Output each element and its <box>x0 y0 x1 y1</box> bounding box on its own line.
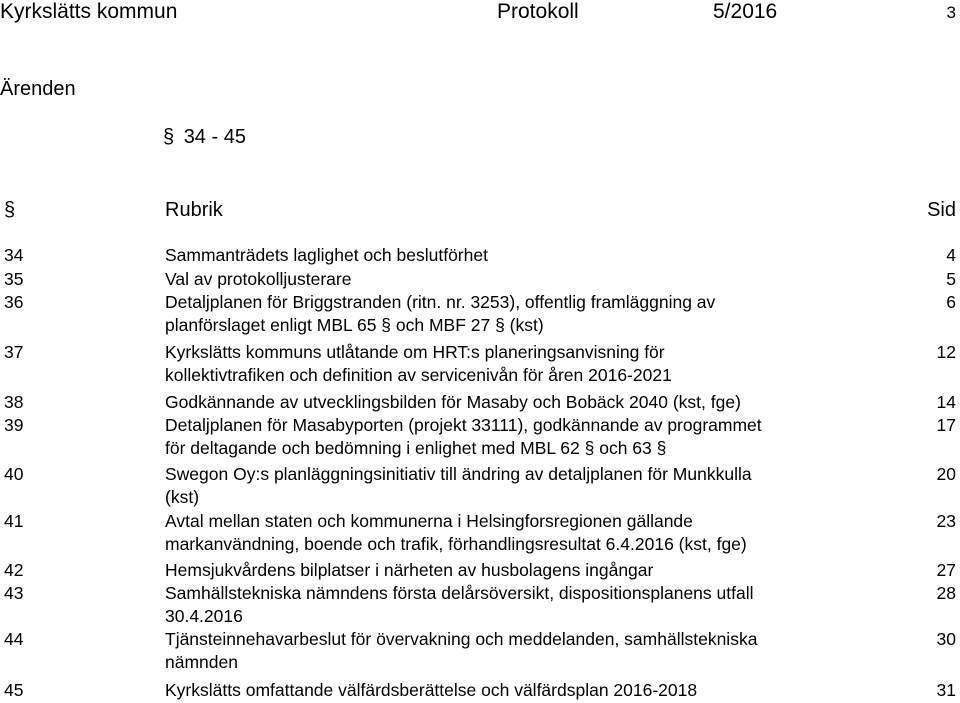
item-title-line: Detaljplanen för Masabyporten (projekt 33111), godkännande av programmet <box>165 415 762 435</box>
item-number: 44 <box>4 629 24 649</box>
item-title-line: för deltagande och bedömning i enlighet med MBL 62 § och 63 § <box>165 438 667 458</box>
item-page: 20 <box>936 464 956 484</box>
document-number: 5/2016 <box>713 0 778 23</box>
item-title-line: nämnden <box>165 652 238 672</box>
item-title-line: Swegon Oy:s planläggningsinitiativ till ändring av detaljplanen för Munkkulla <box>165 464 752 484</box>
column-sid: Sid <box>927 199 956 221</box>
item-number: 36 <box>4 292 24 312</box>
item-page: 4 <box>946 245 956 265</box>
item-number: 45 <box>4 680 24 700</box>
item-page: 23 <box>936 511 956 531</box>
arenden-heading: Ärenden <box>0 78 76 100</box>
item-page: 5 <box>946 269 956 289</box>
item-title-line: Sammanträdets laglighet och beslutförhet <box>165 245 488 265</box>
item-title-line: Val av protokolljusterare <box>165 269 352 289</box>
item-number: 41 <box>4 511 24 531</box>
item-title-line: Hemsjukvårdens bilplatser i närheten av husbolagens ingångar <box>165 560 654 580</box>
municipality-name: Kyrkslätts kommun <box>0 0 178 23</box>
item-page: 14 <box>936 392 956 412</box>
item-number: 40 <box>4 464 24 484</box>
item-title-line: Kyrkslätts kommuns utlåtande om HRT:s planeringsanvisning för <box>165 342 665 362</box>
item-number: 39 <box>4 415 24 435</box>
column-section-symbol: § <box>4 199 16 221</box>
item-title-line: Kyrkslätts omfattande välfärdsberättelse och välfärdsplan 2016-2018 <box>165 680 698 700</box>
item-title-line: kollektivtrafiken och definition av servicenivån för åren 2016-2021 <box>165 365 672 385</box>
item-page: 28 <box>936 583 956 603</box>
item-number: 38 <box>4 392 24 412</box>
item-page: 12 <box>936 342 956 362</box>
item-page: 6 <box>946 292 956 312</box>
section-symbol: § <box>163 126 175 148</box>
section-range <box>163 126 246 149</box>
item-page: 17 <box>936 415 956 435</box>
item-page: 27 <box>936 560 956 580</box>
item-number: 34 <box>4 245 24 265</box>
item-title-line: (kst) <box>165 487 200 507</box>
item-number: 35 <box>4 269 24 289</box>
item-title-line: 30.4.2016 <box>165 606 243 626</box>
item-title-line: Avtal mellan staten och kommunerna i Helsingforsregionen gällande <box>165 511 693 531</box>
page-number: 3 <box>946 3 956 22</box>
document-type: Protokoll <box>497 0 579 23</box>
item-title-line: markanvändning, boende och trafik, förhandlingsresultat 6.4.2016 (kst, fge) <box>165 534 747 554</box>
item-title-line: Godkännande av utvecklingsbilden för Masaby och Bobäck 2040 (kst, fge) <box>165 392 741 412</box>
item-number: 42 <box>4 560 24 580</box>
item-title-line: Detaljplanen för Briggstranden (ritn. nr. 3253), offentlig framläggning av <box>165 292 716 312</box>
item-title-line: Samhällstekniska nämndens första delårsöversikt, dispositionsplanens utfall <box>165 583 754 603</box>
item-title-line: Tjänsteinnehavarbeslut för övervakning och meddelanden, samhällstekniska <box>165 629 758 649</box>
item-number: 43 <box>4 583 24 603</box>
item-page: 30 <box>936 629 956 649</box>
item-page: 31 <box>936 680 956 700</box>
item-title-line: planförslaget enligt MBL 65 § och MBF 27 § (kst) <box>165 315 544 335</box>
column-rubrik: Rubrik <box>165 199 223 221</box>
item-number: 37 <box>4 342 24 362</box>
section-range-text: 34 - 45 <box>183 126 246 148</box>
